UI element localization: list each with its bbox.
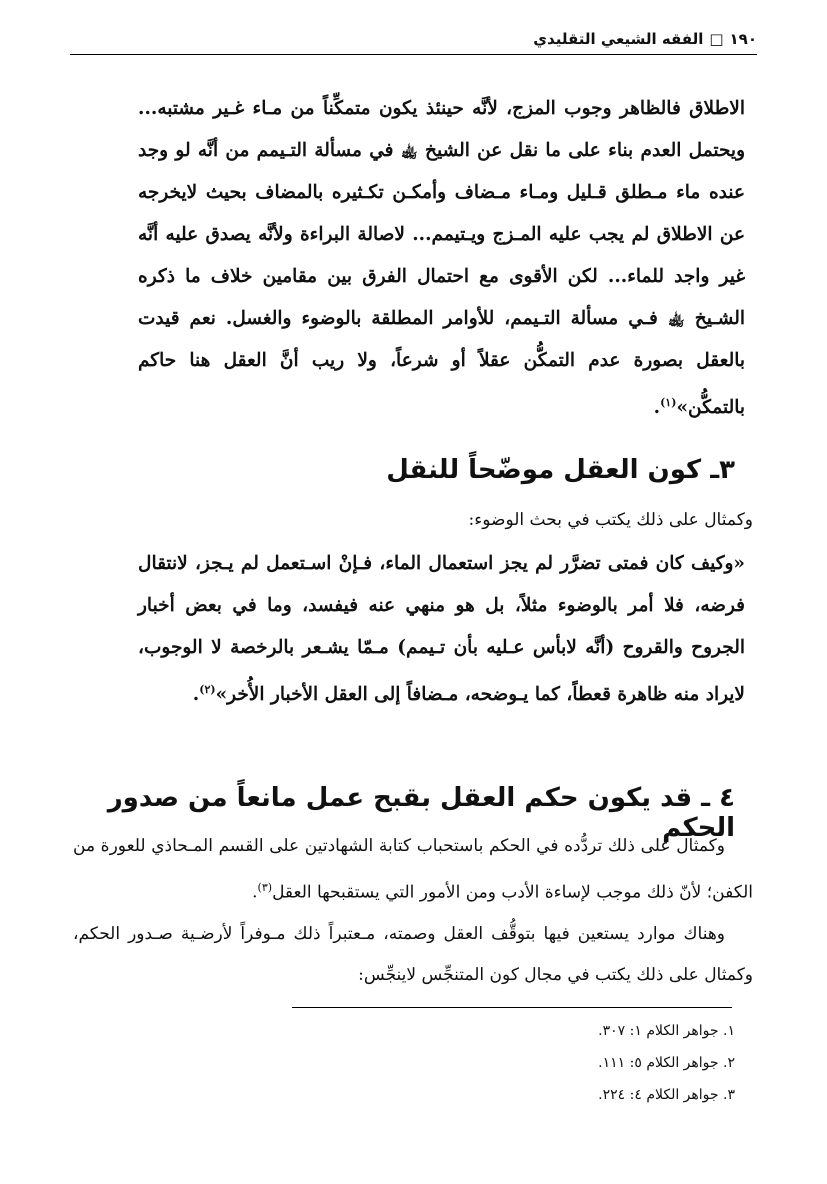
section-heading-3: ٣ـ كون العقل موضّحاً للنقل	[386, 455, 735, 485]
section-3-quote	[138, 543, 745, 716]
section-heading-4: ٤ ـ قد يكون حكم العقل بقبح عمل مانعاً من صدور الحكم	[107, 783, 735, 843]
section-3-intro	[73, 500, 753, 541]
footnote-divider	[292, 1007, 732, 1008]
book-title: الفقه الشيعي التقليدي	[533, 30, 704, 48]
paragraph-1-text: وكمثال على ذلك تردُّده في الحكم باستحباب كتابة الشهادتين على القسم المـحاذي للعورة من الكفن؛ لأنّ ذلك موجب لإساءة الأدب ومن الأمور التي يستقبحها العقل	[73, 836, 753, 903]
quote-continuation	[138, 88, 745, 429]
quote-end: .	[653, 397, 661, 419]
intro-text: وكمثال على ذلك يكتب في بحث الوضوء:	[468, 510, 753, 530]
quote-end: .	[192, 684, 200, 706]
paragraph-end: .	[252, 882, 258, 903]
footnote-3: ٣. جواهر الكلام ٤: ٢٢٤.	[598, 1087, 735, 1103]
header-separator: □	[709, 30, 724, 48]
paragraph-1	[73, 826, 753, 914]
footnotes	[295, 1015, 735, 1111]
section-4-body	[73, 826, 753, 996]
footnote-1: ١. جواهر الكلام ١: ٣٠٧.	[598, 1023, 735, 1039]
footnote-ref-1: (١)	[660, 396, 677, 409]
footnote-ref-2: (٢)	[199, 683, 216, 696]
quote-text: «وكيف كان فمتى تضرَّر لم يجز استعمال الماء، فـإنْ اسـتعمل لم يـجز، لانتقال فرضه، فلا أمر بالوضوء مثلاً، بل هو منهي عنه فيفسد، وما في بعض أخبار الجروح والقروح (أنَّه لابأس عـليه بأن تـيمم) مـمّا يشـعر بالرخصة لا الوجوب، لايراد منه ظاهرة قعطاً، كما يـوضحه، مـضافاً إلى العقل الأخبار الأُخر»	[138, 553, 745, 706]
footnote-ref-3: (٣)	[257, 881, 273, 894]
page-number: ١٩٠	[729, 30, 757, 48]
paragraph-2: وهناك موارد يستعين فيها بتوقُّف العقل وصمته، مـعتبراً ذلك مـوفراً لأرضـية صـدور الحكم، وكمثال على ذلك يكتب في مجال كون المتنجِّس لاينجِّس:	[73, 923, 753, 985]
quote-text: الاطلاق فالظاهر وجوب المزج، لأنَّه حينئذ يكون متمكِّناً من مـاء غـير مشتبه... ويحتمل العدم بناء على ما نقل عن الشيخ ﵀ في مسألة التـيمم من أنَّه لو وجد عنده ماء مـطلق قـليل ومـاء مـضاف وأمكـن تكـثيره بالمضاف بحيث لايخرجه عن الاطلاق لم يجب عليه المـزج ويـتيمم... لاصالة البراءة ولأنَّه يصدق عليه أنَّه غير واجد للماء... لكن الأقوى مع احتمال الفرق بين مقامين خلاف ما ذكره الشـيخ ﵀ فـي مسألة التـيمم، للأوامر المطلقة بالوضوء والغسل. نعم قيدت بالعقل بصورة عدم التمكُّن عقلاً أو شرعاً، ولا ريب أنَّ العقل هنا حاكم بالتمكُّن»	[138, 98, 745, 419]
running-header	[70, 30, 757, 55]
footnote-2: ٢. جواهر الكلام ٥: ١١١.	[598, 1055, 735, 1071]
